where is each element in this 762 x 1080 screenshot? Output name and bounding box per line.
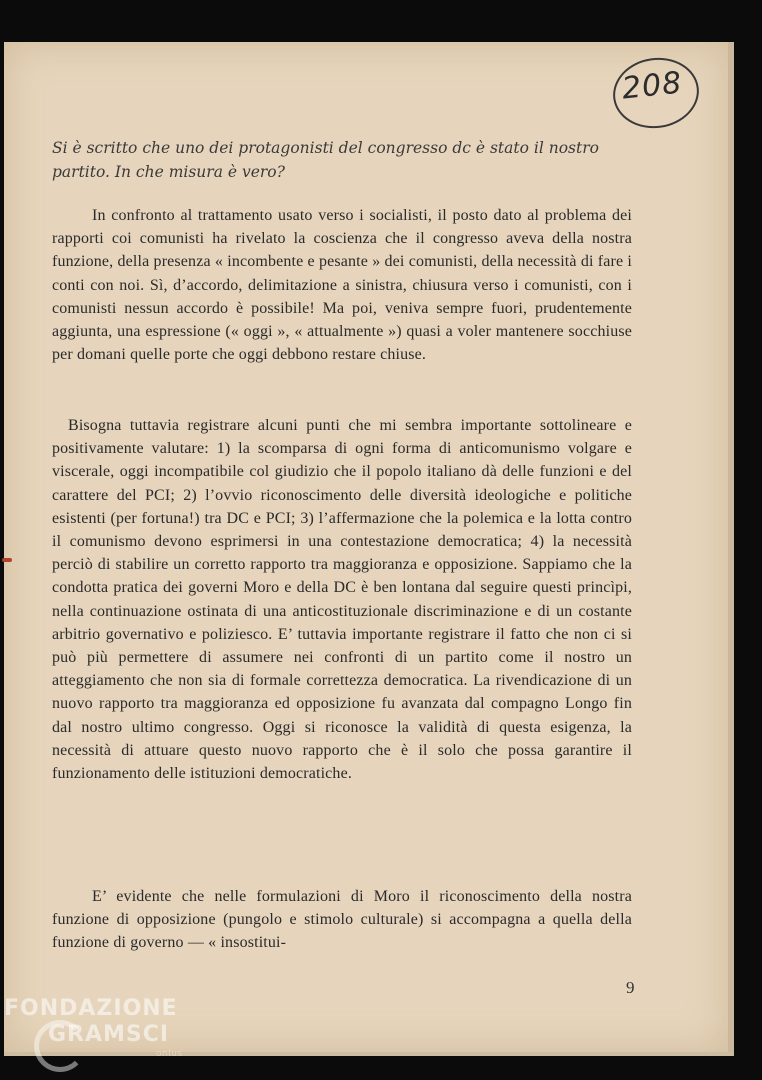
watermark-line-1: FONDAZIONE xyxy=(4,996,178,1021)
watermark-line-3: onlus xyxy=(156,1049,183,1059)
page-number: 9 xyxy=(626,978,635,997)
page-edge xyxy=(728,42,734,1056)
paragraph-1: In confronto al trattamento usato verso i socialisti, il posto dato al problema dei rapporti coi comunisti ha rivelato la coscienza che il congresso aveva della nostra funzione, della presenza « incombente e pesante » dei comunisti, della necessità di fare i conti con noi. Sì, d’accordo, delimitazione a sinistra, chiusura verso i comunisti, con i comunisti nessun accordo è possibile! Ma poi, veniva sempre fuori, prudentemente aggiunta, una espressione (« oggi », « attualmente ») quasi a voler mantenere socchiuse per domani quelle porte che oggi debbono restare chiuse. xyxy=(52,207,632,364)
paragraph-2: Bisogna tuttavia registrare alcuni punti che mi sembra importante sottolineare e positivamente valutare: 1) la scomparsa di ogni forma di anticomunismo volgare e viscerale, oggi incompatibile col giudizio che il popolo italiano dà delle funzioni e del carattere del PCI; 2) l’ovvio riconoscimento delle diversità ideologiche e politiche esistenti (per fortuna!) tra DC e PCI; 3) l’affermazione che la polemica e la lotta contro il comunismo devono esprimersi in una contestazione democratica; 4) la necessità perciò di stabilire un corretto rapporto tra maggioranza e opposizione. Sappiamo che la condotta pratica dei governi Moro e della DC è ben lontana dal seguire questi princìpi, nella continuazione ostinata di una anticostituzionale discriminazione e di un costante arbitrio governativo e poliziesco. E’ tuttavia importante registrare il fatto che non ci si può più permettere di assumere nei confronti di un partito come il nostro un atteggiamento che non sia di formale correttezza democratica. La rivendicazione di un nuovo rapporto tra maggioranza ed opposizione fu avanzata dal compagno Longo fin dal nostro ultimo congresso. Oggi si riconosce la validità di questa esigenza, la necessità di attuare questo nuovo rapporto che è il solo che possa garantire il funzionamento delle istituzioni democratiche. xyxy=(52,417,632,783)
watermark-line-2: GRAMSCI xyxy=(48,1022,170,1047)
paragraph-3: E’ evidente che nelle formulazioni di Moro il riconoscimento della nostra funzione di opposizione (pungolo e stimolo culturale) si accompagna a quella della funzione di governo — « insostitui- xyxy=(52,888,632,952)
margin-mark xyxy=(2,558,12,562)
interview-question: Si è scritto che uno dei protagonisti del congresso dc è stato il nostro partito. In che misura è vero? xyxy=(52,139,599,181)
archive-number: 208 xyxy=(620,65,684,107)
watermark xyxy=(4,996,183,1060)
